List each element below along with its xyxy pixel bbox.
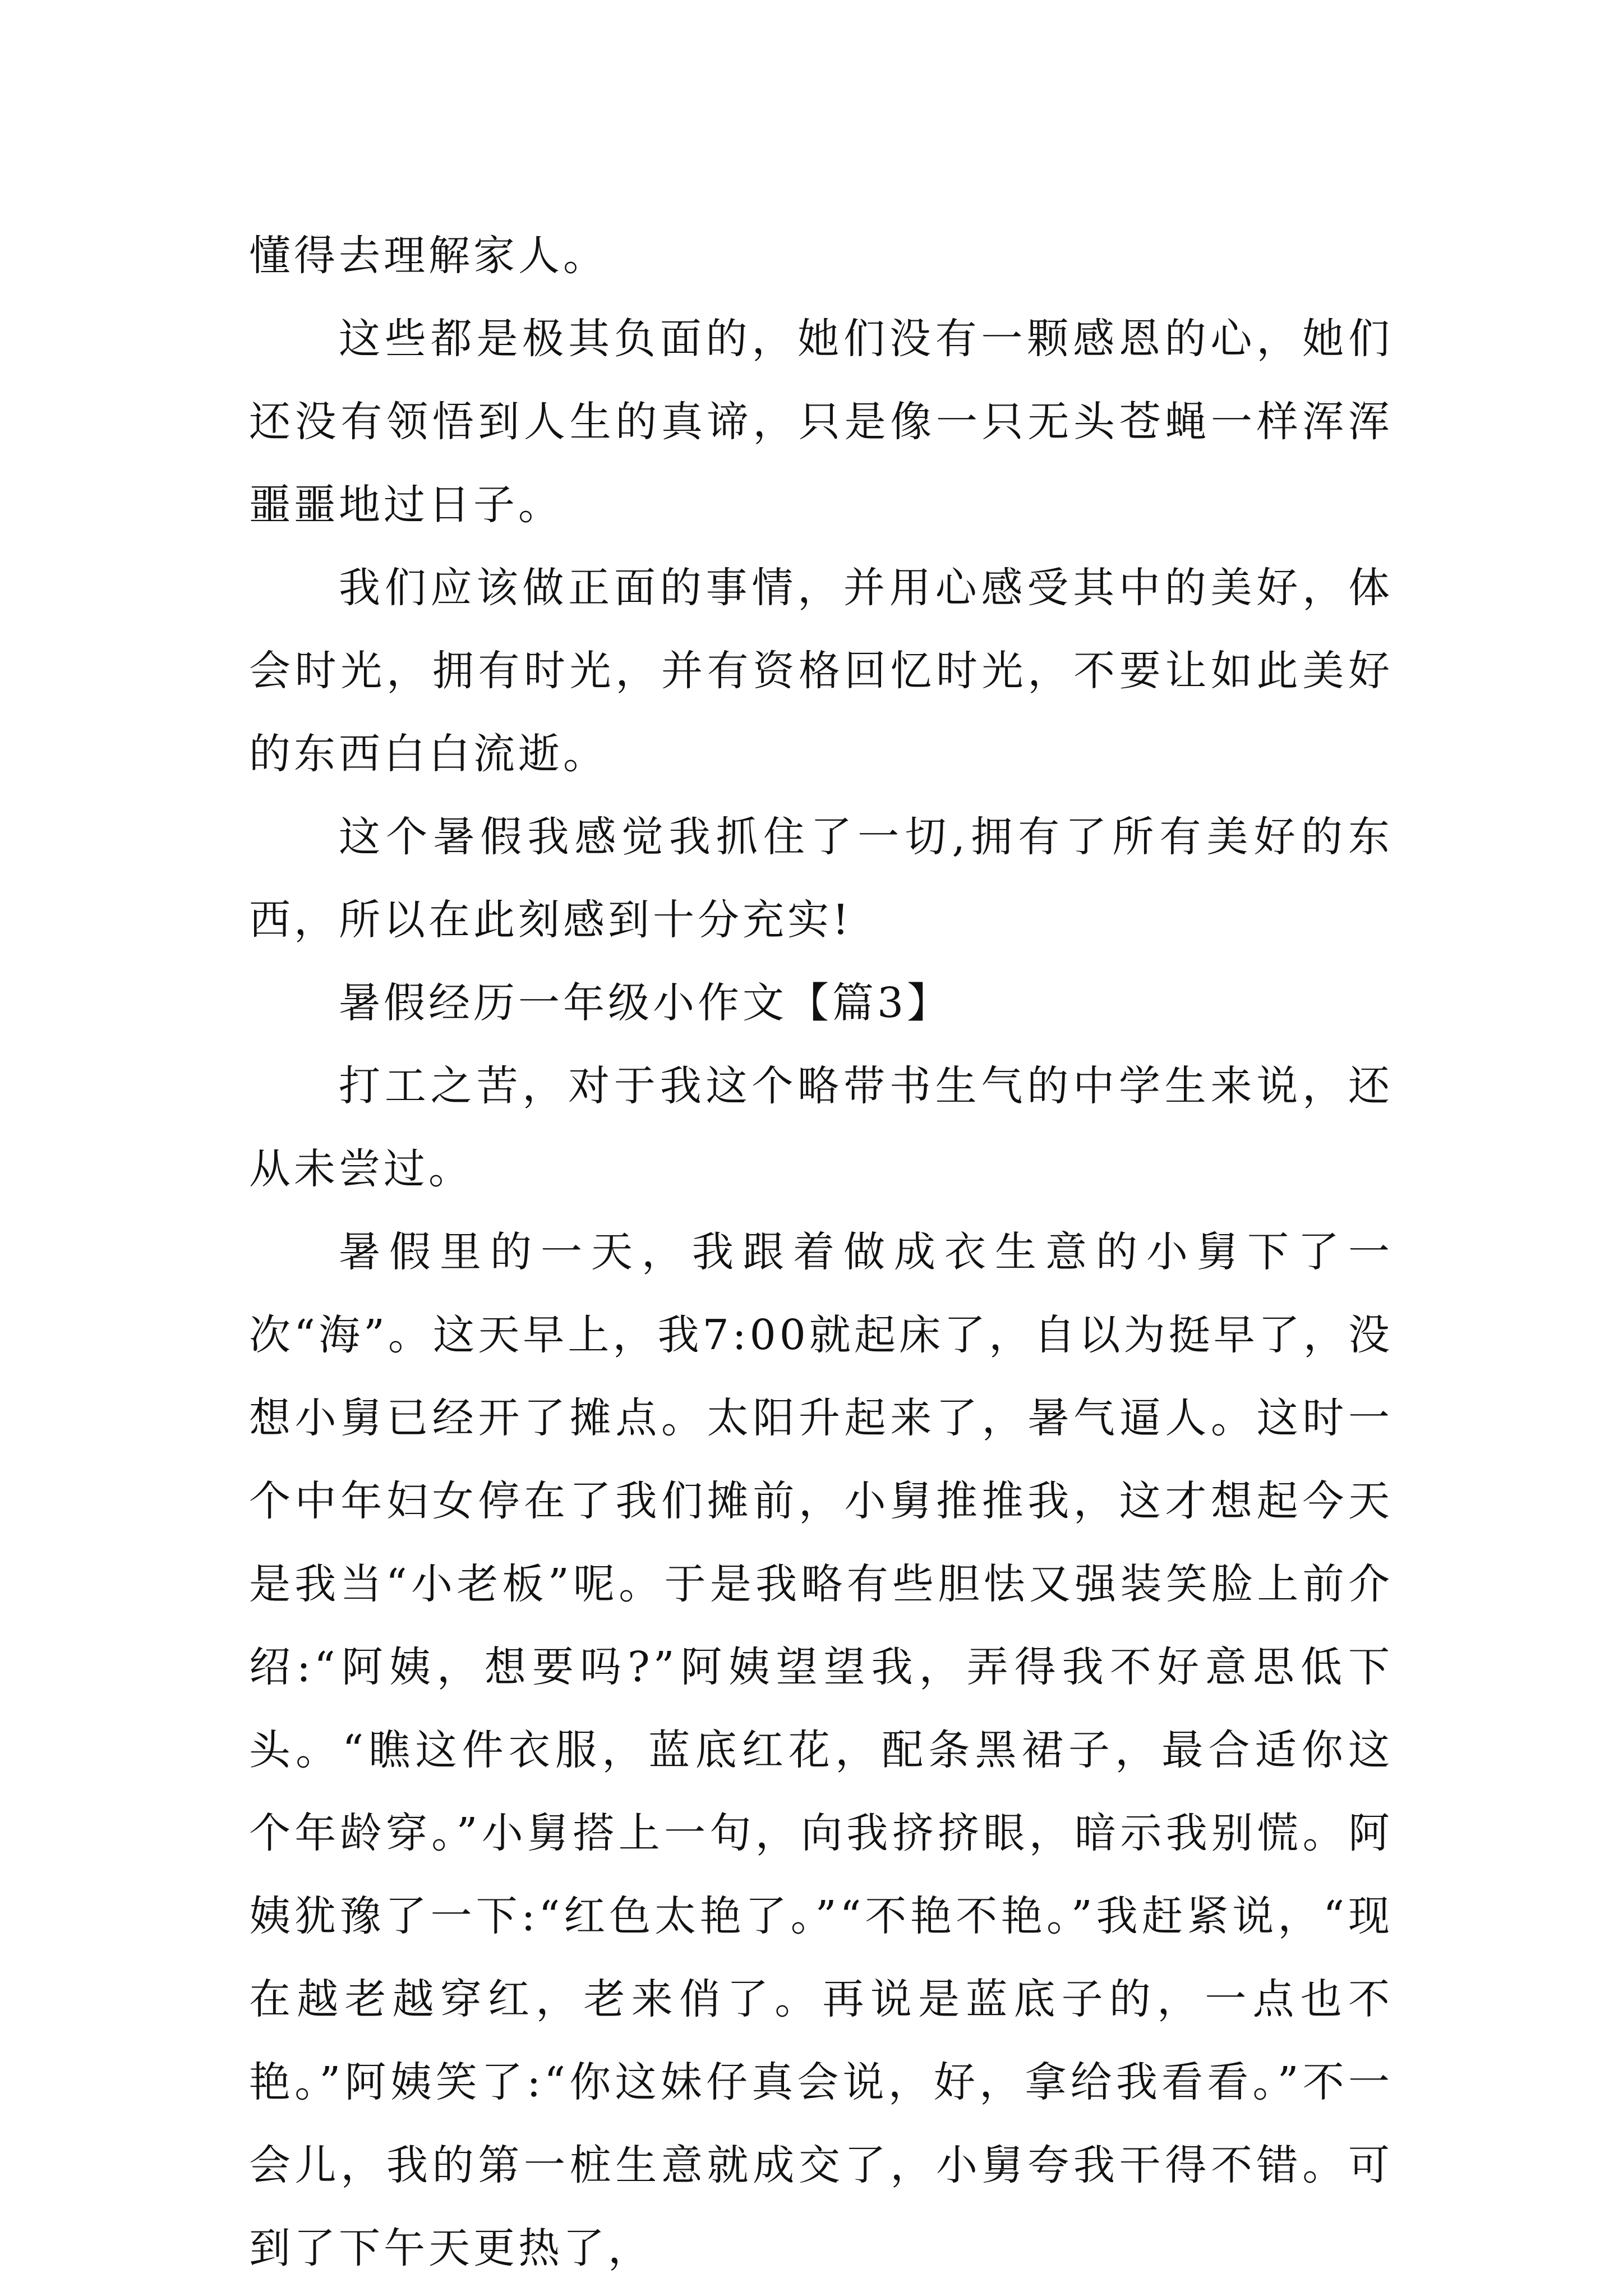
paragraph-3: 我们应该做正面的事情，并用心感受其中的美好，体会时光，拥有时光，并有资格回忆时光，不要让如此美好的东西白白流逝。 [249,564,1393,778]
paragraph-5: 打工之苦，对于我这个略带书生气的中学生来说，还从未尝过。 [249,1062,1393,1193]
paragraph-2: 这些都是极其负面的，她们没有一颗感恩的心，她们还没有领悟到人生的真谛，只是像一只无头苍蝇一样浑浑噩噩地过日子。 [249,315,1393,529]
document-body [249,214,1393,2290]
section-heading: 暑假经历一年级小作文【篇3】 [339,979,952,1027]
paragraph-1: 懂得去理解家人。 [249,232,608,280]
paragraph-6: 暑假里的一天，我跟着做成衣生意的小舅下了一次“海”。这天早上，我7:00就起床了，自以为挺早了，没想小舅已经开了摊点。太阳升起来了，暑气逼人。这时一个中年妇女停在了我们摊前，小舅推推我，这才想起今天是我当“小老板”呢。于是我略有些胆怯又强装笑脸上前介绍:“阿姨，想要吗?”阿姨望望我，弄得我不好意思低下头。“瞧这件衣服，蓝底红花，配条黑裙子，最合适你这个年龄穿。”小舅搭上一句，向我挤挤眼，暗示我别慌。阿姨犹豫了一下:“红色太艳了。”“不艳不艳。”我赶紧说，“现在越老越穿红，老来俏了。再说是蓝底子的，一点也不艳。”阿姨笑了:“你这妹仔真会说，好，拿给我看看。”不一会儿，我的第一桩生意就成交了，小舅夸我干得不错。可到了下午天更热了， [249,1228,1393,2272]
paragraph-4: 这个暑假我感觉我抓住了一切,拥有了所有美好的东西，所以在此刻感到十分充实! [249,813,1393,944]
